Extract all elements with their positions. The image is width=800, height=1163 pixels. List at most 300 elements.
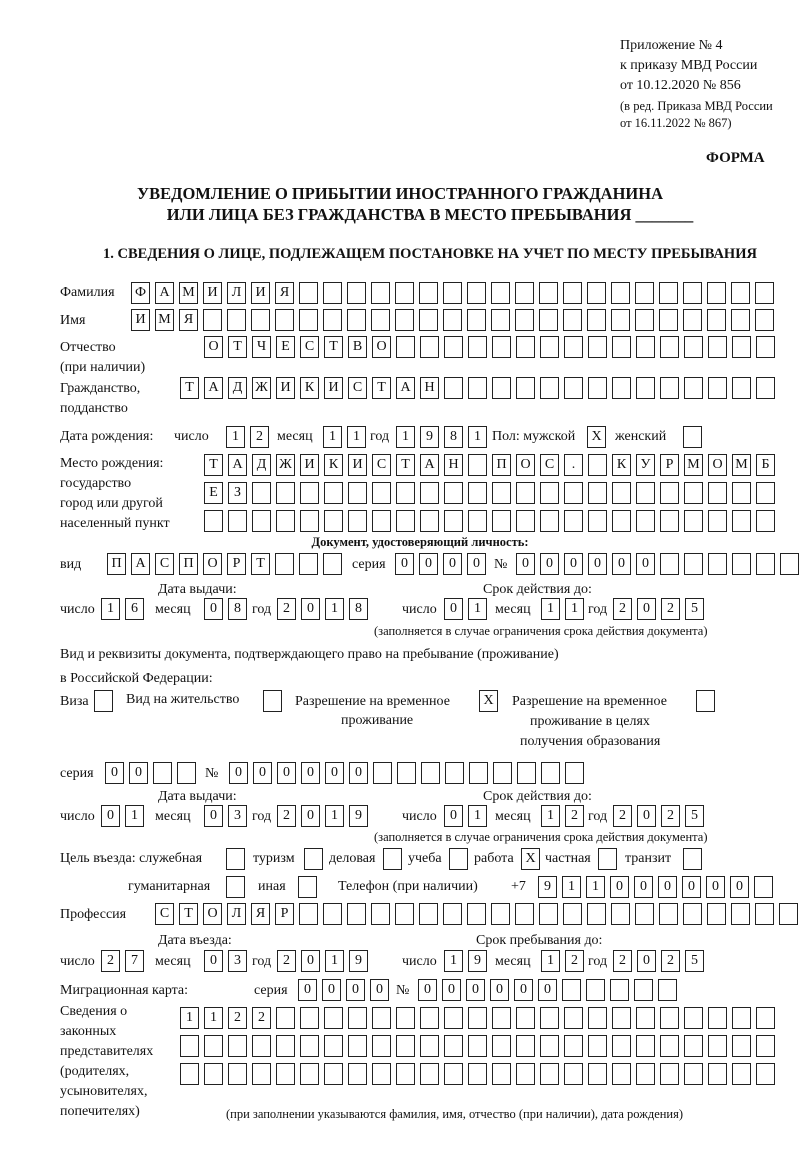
input-cell[interactable] — [324, 1035, 343, 1057]
input-cell[interactable] — [324, 510, 343, 532]
input-cell[interactable] — [420, 1007, 439, 1029]
input-cell[interactable] — [636, 510, 655, 532]
input-cell[interactable] — [612, 336, 631, 358]
input-cell[interactable]: 0 — [204, 805, 223, 827]
input-cell[interactable] — [562, 979, 581, 1001]
input-cell[interactable] — [419, 903, 438, 925]
input-cell[interactable] — [372, 1035, 391, 1057]
input-cell[interactable]: 0 — [637, 805, 656, 827]
input-cell[interactable] — [684, 553, 703, 575]
input-cell[interactable] — [660, 482, 679, 504]
input-cell[interactable]: Л — [227, 282, 246, 304]
input-cell[interactable]: 2 — [613, 598, 632, 620]
input-cell[interactable] — [683, 282, 702, 304]
input-cell[interactable] — [348, 1007, 367, 1029]
input-cell[interactable] — [227, 309, 246, 331]
input-cell[interactable] — [731, 282, 750, 304]
input-cell[interactable] — [347, 903, 366, 925]
input-cell[interactable] — [275, 553, 294, 575]
input-cell[interactable]: X — [587, 426, 606, 448]
input-cell[interactable]: Е — [204, 482, 223, 504]
input-cell[interactable] — [684, 1063, 703, 1085]
input-cell[interactable] — [635, 282, 654, 304]
input-cell[interactable] — [276, 482, 295, 504]
input-cell[interactable] — [252, 482, 271, 504]
input-cell[interactable]: 2 — [661, 805, 680, 827]
input-cell[interactable] — [588, 1063, 607, 1085]
input-cell[interactable] — [515, 309, 534, 331]
input-cell[interactable] — [467, 903, 486, 925]
input-cell[interactable]: 9 — [349, 950, 368, 972]
input-cell[interactable] — [756, 1007, 775, 1029]
input-cell[interactable] — [612, 1007, 631, 1029]
input-cell[interactable]: 0 — [301, 762, 320, 784]
input-cell[interactable] — [226, 876, 245, 898]
input-cell[interactable]: П — [492, 454, 511, 476]
input-cell[interactable] — [300, 510, 319, 532]
input-cell[interactable] — [153, 762, 172, 784]
input-cell[interactable] — [324, 1007, 343, 1029]
input-cell[interactable]: 0 — [442, 979, 461, 1001]
input-cell[interactable]: Ж — [276, 454, 295, 476]
input-cell[interactable] — [228, 1063, 247, 1085]
input-cell[interactable]: 1 — [325, 950, 344, 972]
input-cell[interactable] — [516, 1035, 535, 1057]
input-cell[interactable] — [252, 510, 271, 532]
input-cell[interactable]: Ф — [131, 282, 150, 304]
input-cell[interactable] — [540, 336, 559, 358]
input-cell[interactable]: Т — [372, 377, 391, 399]
input-cell[interactable] — [588, 482, 607, 504]
input-cell[interactable] — [383, 848, 402, 870]
input-cell[interactable] — [754, 876, 773, 898]
input-cell[interactable]: 0 — [370, 979, 389, 1001]
input-cell[interactable]: А — [420, 454, 439, 476]
input-cell[interactable] — [756, 1063, 775, 1085]
input-cell[interactable]: С — [348, 377, 367, 399]
input-cell[interactable] — [323, 903, 342, 925]
input-cell[interactable]: Я — [251, 903, 270, 925]
input-cell[interactable]: У — [636, 454, 655, 476]
input-cell[interactable] — [300, 1007, 319, 1029]
input-cell[interactable] — [348, 1035, 367, 1057]
input-cell[interactable]: 2 — [565, 805, 584, 827]
input-cell[interactable]: Л — [227, 903, 246, 925]
input-cell[interactable] — [659, 309, 678, 331]
input-cell[interactable] — [372, 1063, 391, 1085]
input-cell[interactable] — [468, 1007, 487, 1029]
input-cell[interactable] — [683, 848, 702, 870]
input-cell[interactable] — [684, 1007, 703, 1029]
input-cell[interactable]: 0 — [346, 979, 365, 1001]
input-cell[interactable] — [635, 309, 654, 331]
input-cell[interactable] — [516, 1007, 535, 1029]
input-cell[interactable] — [732, 482, 751, 504]
input-cell[interactable]: 1 — [125, 805, 144, 827]
input-cell[interactable] — [540, 482, 559, 504]
input-cell[interactable] — [204, 1035, 223, 1057]
input-cell[interactable]: 1 — [347, 426, 366, 448]
input-cell[interactable] — [732, 336, 751, 358]
input-cell[interactable] — [420, 1035, 439, 1057]
input-cell[interactable] — [707, 309, 726, 331]
input-cell[interactable]: П — [179, 553, 198, 575]
input-cell[interactable] — [372, 1007, 391, 1029]
input-cell[interactable] — [515, 282, 534, 304]
input-cell[interactable] — [780, 553, 799, 575]
input-cell[interactable] — [708, 482, 727, 504]
input-cell[interactable] — [444, 510, 463, 532]
input-cell[interactable] — [371, 903, 390, 925]
input-cell[interactable] — [756, 510, 775, 532]
input-cell[interactable] — [396, 1035, 415, 1057]
input-cell[interactable] — [660, 1007, 679, 1029]
input-cell[interactable] — [517, 762, 536, 784]
input-cell[interactable] — [491, 282, 510, 304]
input-cell[interactable]: А — [228, 454, 247, 476]
input-cell[interactable]: 2 — [613, 950, 632, 972]
input-cell[interactable] — [347, 309, 366, 331]
input-cell[interactable] — [660, 1035, 679, 1057]
input-cell[interactable] — [565, 762, 584, 784]
input-cell[interactable] — [587, 903, 606, 925]
input-cell[interactable] — [610, 979, 629, 1001]
input-cell[interactable]: 0 — [229, 762, 248, 784]
input-cell[interactable]: 1 — [323, 426, 342, 448]
input-cell[interactable]: Т — [179, 903, 198, 925]
input-cell[interactable]: 0 — [301, 950, 320, 972]
input-cell[interactable]: 0 — [349, 762, 368, 784]
input-cell[interactable]: Т — [180, 377, 199, 399]
input-cell[interactable] — [323, 553, 342, 575]
input-cell[interactable] — [755, 903, 774, 925]
input-cell[interactable]: О — [204, 336, 223, 358]
input-cell[interactable]: 0 — [301, 805, 320, 827]
input-cell[interactable] — [588, 377, 607, 399]
input-cell[interactable] — [539, 282, 558, 304]
input-cell[interactable] — [707, 903, 726, 925]
input-cell[interactable] — [683, 903, 702, 925]
input-cell[interactable] — [634, 979, 653, 1001]
input-cell[interactable] — [732, 1007, 751, 1029]
input-cell[interactable]: П — [107, 553, 126, 575]
input-cell[interactable] — [659, 282, 678, 304]
input-cell[interactable]: 9 — [349, 805, 368, 827]
input-cell[interactable] — [299, 553, 318, 575]
input-cell[interactable]: 8 — [228, 598, 247, 620]
input-cell[interactable]: 8 — [444, 426, 463, 448]
input-cell[interactable]: 5 — [685, 805, 704, 827]
input-cell[interactable] — [540, 510, 559, 532]
input-cell[interactable] — [732, 1035, 751, 1057]
input-cell[interactable]: А — [131, 553, 150, 575]
input-cell[interactable]: 2 — [277, 598, 296, 620]
input-cell[interactable] — [323, 282, 342, 304]
input-cell[interactable]: Т — [204, 454, 223, 476]
input-cell[interactable] — [516, 482, 535, 504]
input-cell[interactable] — [564, 1035, 583, 1057]
input-cell[interactable] — [756, 482, 775, 504]
input-cell[interactable]: В — [348, 336, 367, 358]
input-cell[interactable] — [492, 336, 511, 358]
input-cell[interactable]: С — [155, 903, 174, 925]
input-cell[interactable] — [324, 1063, 343, 1085]
input-cell[interactable] — [396, 1063, 415, 1085]
input-cell[interactable] — [298, 876, 317, 898]
input-cell[interactable]: 2 — [228, 1007, 247, 1029]
input-cell[interactable] — [708, 1035, 727, 1057]
input-cell[interactable]: 2 — [252, 1007, 271, 1029]
input-cell[interactable] — [304, 848, 323, 870]
input-cell[interactable]: Ч — [252, 336, 271, 358]
input-cell[interactable]: Б — [756, 454, 775, 476]
input-cell[interactable] — [491, 903, 510, 925]
input-cell[interactable] — [541, 762, 560, 784]
input-cell[interactable]: А — [204, 377, 223, 399]
input-cell[interactable]: 5 — [685, 598, 704, 620]
input-cell[interactable] — [636, 1063, 655, 1085]
input-cell[interactable]: 6 — [125, 598, 144, 620]
input-cell[interactable]: Р — [660, 454, 679, 476]
input-cell[interactable] — [564, 1063, 583, 1085]
input-cell[interactable] — [299, 309, 318, 331]
input-cell[interactable] — [636, 1035, 655, 1057]
input-cell[interactable] — [660, 336, 679, 358]
input-cell[interactable] — [564, 377, 583, 399]
input-cell[interactable]: М — [179, 282, 198, 304]
input-cell[interactable]: И — [276, 377, 295, 399]
input-cell[interactable]: А — [155, 282, 174, 304]
input-cell[interactable]: 0 — [564, 553, 583, 575]
input-cell[interactable] — [563, 903, 582, 925]
input-cell[interactable] — [468, 377, 487, 399]
input-cell[interactable] — [586, 979, 605, 1001]
input-cell[interactable]: О — [203, 553, 222, 575]
input-cell[interactable]: 2 — [565, 950, 584, 972]
input-cell[interactable] — [251, 309, 270, 331]
input-cell[interactable]: 0 — [634, 876, 653, 898]
input-cell[interactable]: О — [516, 454, 535, 476]
input-cell[interactable] — [539, 903, 558, 925]
input-cell[interactable]: 0 — [636, 553, 655, 575]
input-cell[interactable]: X — [479, 690, 498, 712]
input-cell[interactable] — [180, 1035, 199, 1057]
input-cell[interactable] — [180, 1063, 199, 1085]
input-cell[interactable] — [708, 377, 727, 399]
input-cell[interactable]: 0 — [637, 950, 656, 972]
input-cell[interactable]: 0 — [516, 553, 535, 575]
input-cell[interactable] — [492, 1007, 511, 1029]
input-cell[interactable] — [396, 336, 415, 358]
input-cell[interactable] — [252, 1035, 271, 1057]
input-cell[interactable]: К — [300, 377, 319, 399]
input-cell[interactable] — [732, 553, 751, 575]
input-cell[interactable]: 2 — [277, 950, 296, 972]
input-cell[interactable] — [276, 1007, 295, 1029]
input-cell[interactable] — [395, 282, 414, 304]
input-cell[interactable] — [492, 377, 511, 399]
input-cell[interactable]: И — [203, 282, 222, 304]
input-cell[interactable]: 1 — [468, 598, 487, 620]
input-cell[interactable] — [420, 336, 439, 358]
input-cell[interactable] — [660, 510, 679, 532]
input-cell[interactable]: 0 — [277, 762, 296, 784]
input-cell[interactable] — [755, 309, 774, 331]
input-cell[interactable] — [516, 377, 535, 399]
input-cell[interactable] — [563, 282, 582, 304]
input-cell[interactable] — [564, 510, 583, 532]
input-cell[interactable] — [588, 1007, 607, 1029]
input-cell[interactable]: 2 — [661, 950, 680, 972]
input-cell[interactable]: О — [203, 903, 222, 925]
input-cell[interactable] — [468, 454, 487, 476]
input-cell[interactable]: . — [564, 454, 583, 476]
input-cell[interactable]: Д — [228, 377, 247, 399]
input-cell[interactable]: М — [155, 309, 174, 331]
input-cell[interactable] — [371, 282, 390, 304]
input-cell[interactable]: 1 — [101, 598, 120, 620]
input-cell[interactable]: С — [155, 553, 174, 575]
input-cell[interactable]: 0 — [322, 979, 341, 1001]
input-cell[interactable] — [395, 309, 414, 331]
input-cell[interactable]: 0 — [540, 553, 559, 575]
input-cell[interactable] — [588, 510, 607, 532]
input-cell[interactable]: 7 — [125, 950, 144, 972]
input-cell[interactable] — [658, 979, 677, 1001]
input-cell[interactable] — [756, 336, 775, 358]
input-cell[interactable] — [708, 336, 727, 358]
input-cell[interactable] — [612, 510, 631, 532]
input-cell[interactable]: Т — [251, 553, 270, 575]
input-cell[interactable] — [228, 510, 247, 532]
input-cell[interactable] — [443, 309, 462, 331]
input-cell[interactable] — [373, 762, 392, 784]
input-cell[interactable]: 0 — [658, 876, 677, 898]
input-cell[interactable] — [420, 482, 439, 504]
input-cell[interactable] — [708, 1063, 727, 1085]
input-cell[interactable] — [564, 1007, 583, 1029]
input-cell[interactable] — [396, 510, 415, 532]
input-cell[interactable]: Ж — [252, 377, 271, 399]
input-cell[interactable]: 1 — [226, 426, 245, 448]
input-cell[interactable] — [515, 903, 534, 925]
input-cell[interactable] — [449, 848, 468, 870]
input-cell[interactable] — [588, 1035, 607, 1057]
input-cell[interactable] — [226, 848, 245, 870]
input-cell[interactable] — [276, 510, 295, 532]
input-cell[interactable]: Т — [324, 336, 343, 358]
input-cell[interactable]: 1 — [180, 1007, 199, 1029]
input-cell[interactable]: 8 — [349, 598, 368, 620]
input-cell[interactable]: 0 — [538, 979, 557, 1001]
input-cell[interactable]: 0 — [444, 805, 463, 827]
input-cell[interactable]: 9 — [468, 950, 487, 972]
input-cell[interactable]: 0 — [253, 762, 272, 784]
input-cell[interactable]: 0 — [730, 876, 749, 898]
input-cell[interactable]: 1 — [325, 598, 344, 620]
input-cell[interactable] — [371, 309, 390, 331]
input-cell[interactable]: 1 — [396, 426, 415, 448]
input-cell[interactable] — [275, 309, 294, 331]
input-cell[interactable] — [707, 282, 726, 304]
input-cell[interactable] — [420, 1063, 439, 1085]
input-cell[interactable] — [660, 377, 679, 399]
input-cell[interactable]: 1 — [468, 426, 487, 448]
input-cell[interactable] — [94, 690, 113, 712]
input-cell[interactable] — [468, 336, 487, 358]
input-cell[interactable]: 0 — [298, 979, 317, 1001]
input-cell[interactable]: О — [372, 336, 391, 358]
input-cell[interactable] — [684, 1035, 703, 1057]
input-cell[interactable] — [587, 282, 606, 304]
input-cell[interactable]: 3 — [228, 805, 247, 827]
input-cell[interactable]: М — [684, 454, 703, 476]
input-cell[interactable]: 5 — [685, 950, 704, 972]
input-cell[interactable] — [444, 1063, 463, 1085]
input-cell[interactable] — [611, 282, 630, 304]
input-cell[interactable]: 1 — [444, 950, 463, 972]
input-cell[interactable] — [445, 762, 464, 784]
input-cell[interactable]: 2 — [277, 805, 296, 827]
input-cell[interactable] — [395, 903, 414, 925]
input-cell[interactable] — [443, 282, 462, 304]
input-cell[interactable] — [732, 1063, 751, 1085]
input-cell[interactable]: 0 — [419, 553, 438, 575]
input-cell[interactable]: 0 — [610, 876, 629, 898]
input-cell[interactable] — [612, 1063, 631, 1085]
input-cell[interactable]: И — [131, 309, 150, 331]
input-cell[interactable] — [397, 762, 416, 784]
input-cell[interactable] — [347, 282, 366, 304]
input-cell[interactable]: 1 — [204, 1007, 223, 1029]
input-cell[interactable] — [732, 510, 751, 532]
input-cell[interactable] — [660, 553, 679, 575]
input-cell[interactable] — [492, 1063, 511, 1085]
input-cell[interactable]: 1 — [541, 950, 560, 972]
input-cell[interactable]: 0 — [706, 876, 725, 898]
input-cell[interactable]: 0 — [444, 598, 463, 620]
input-cell[interactable] — [444, 1007, 463, 1029]
input-cell[interactable] — [516, 510, 535, 532]
input-cell[interactable] — [372, 510, 391, 532]
input-cell[interactable] — [443, 903, 462, 925]
input-cell[interactable]: 0 — [682, 876, 701, 898]
input-cell[interactable] — [732, 377, 751, 399]
input-cell[interactable] — [611, 903, 630, 925]
input-cell[interactable] — [612, 377, 631, 399]
input-cell[interactable] — [419, 282, 438, 304]
input-cell[interactable]: М — [732, 454, 751, 476]
input-cell[interactable]: 1 — [468, 805, 487, 827]
input-cell[interactable] — [611, 309, 630, 331]
input-cell[interactable]: 0 — [418, 979, 437, 1001]
input-cell[interactable] — [564, 336, 583, 358]
input-cell[interactable]: 1 — [565, 598, 584, 620]
input-cell[interactable] — [204, 510, 223, 532]
input-cell[interactable] — [635, 903, 654, 925]
input-cell[interactable] — [684, 482, 703, 504]
input-cell[interactable] — [684, 510, 703, 532]
input-cell[interactable] — [324, 482, 343, 504]
input-cell[interactable] — [492, 510, 511, 532]
input-cell[interactable]: 0 — [301, 598, 320, 620]
input-cell[interactable] — [493, 762, 512, 784]
input-cell[interactable] — [263, 690, 282, 712]
input-cell[interactable] — [598, 848, 617, 870]
input-cell[interactable] — [348, 1063, 367, 1085]
input-cell[interactable]: Н — [420, 377, 439, 399]
input-cell[interactable] — [444, 1035, 463, 1057]
